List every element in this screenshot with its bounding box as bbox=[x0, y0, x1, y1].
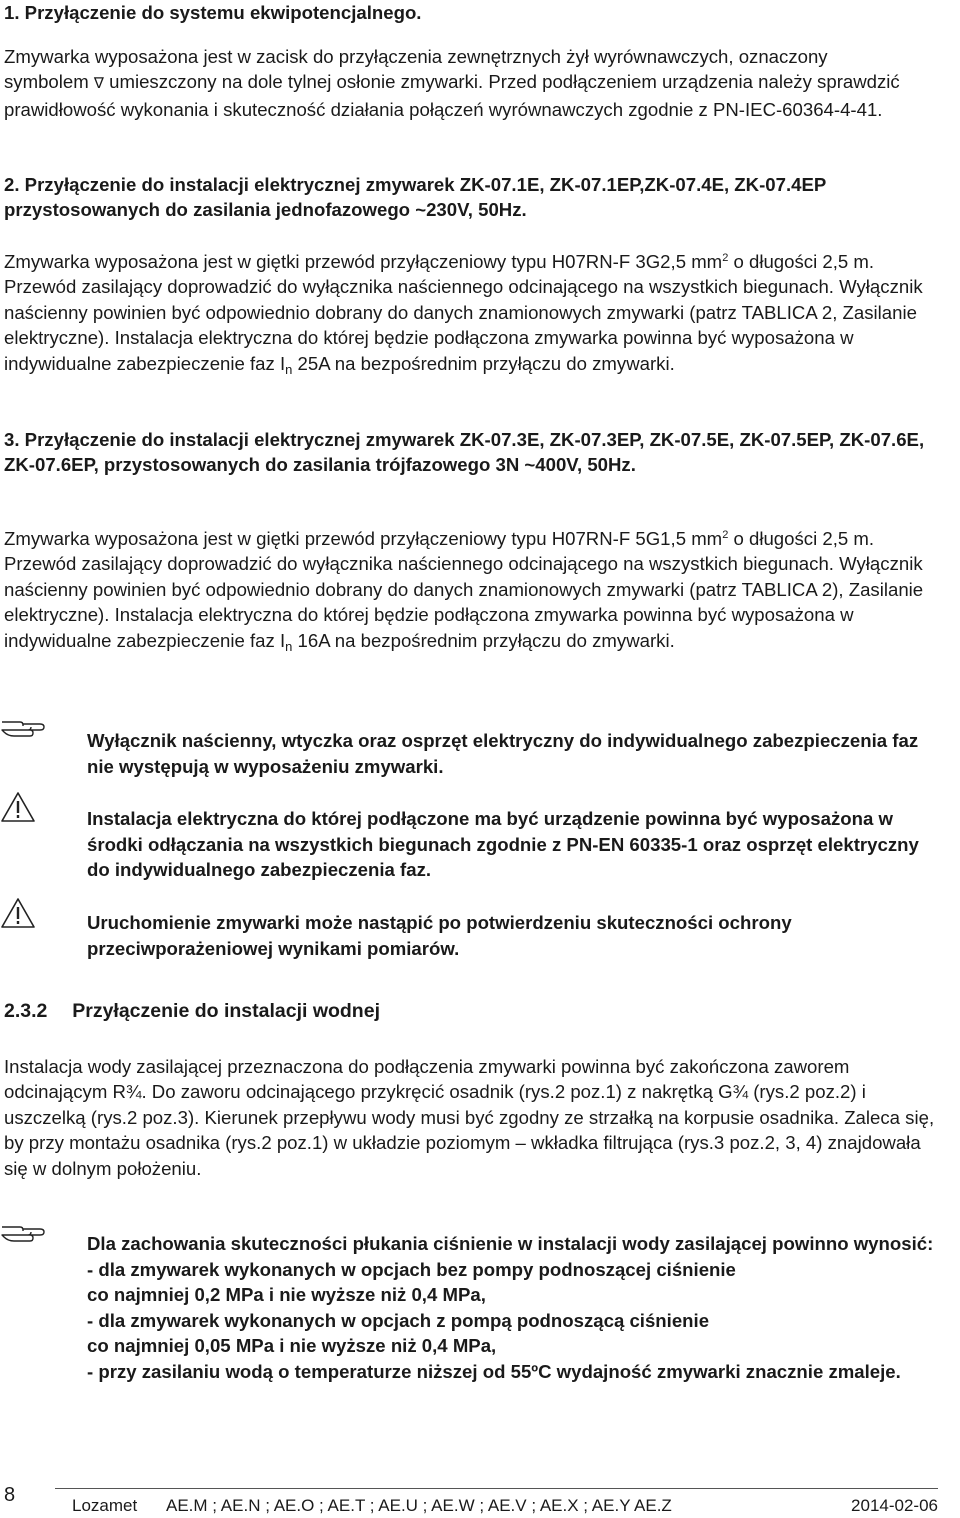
note-2: Instalacja elektryczna do której podłączone ma być urządzenie powinna być wyposażona w środki odłączania na wszystkich biegunach zgodnie z PN-EN 60335-1 oraz osprzęt elektryczny do indywidualnego zabezpieczenia faz. bbox=[87, 808, 919, 881]
footer-date: 2014-02-06 bbox=[851, 1496, 938, 1515]
footer-divider bbox=[55, 1488, 938, 1489]
section-2-text-c: 25A na bezpośrednim przyłączu do zmywarki. bbox=[292, 352, 675, 374]
footer-models: AE.M ; AE.N ; AE.O ; AE.T ; AE.U ; AE.W ; AE.V ; AE.X ; AE.Y AE.Z bbox=[166, 1496, 672, 1515]
superscript: 2 bbox=[722, 529, 729, 541]
footer-brand: Lozamet bbox=[72, 1496, 138, 1515]
section-number: 2.3.2 bbox=[4, 1000, 48, 1022]
note-3: Uruchomienie zmywarki może nastąpić po potwierdzeniu skuteczności ochrony przeciwporażeniowej wynikami pomiarów. bbox=[87, 912, 792, 959]
pressure-note bbox=[87, 1231, 958, 1385]
pressure-note-line: - przy zasilaniu wodą o temperaturze niższej od 55ºC wydajność zmywarki znacznie zmaleje. bbox=[87, 1360, 901, 1382]
section-title: Przyłączenie do instalacji wodnej bbox=[72, 1000, 380, 1022]
section-1-text-b: umieszczony na dole tylnej osłonie zmywarki. Przed podłączeniem urządzenia należy sprawdzić prawidłowość wykonania i skuteczność działania połączeń wyrównawczych zgodnie z PN-IEC-60364-4-41. bbox=[4, 71, 900, 120]
pressure-note-line: co najmniej 0,05 MPa i nie wyższe niż 0,4 MPa, bbox=[87, 1335, 497, 1357]
section-232-paragraph: Instalacja wody zasilającej przeznaczona do podłączenia zmywarki powinna być zakończona zaworem odcinającym R¾. Do zaworu odcinającego przykręcić osadnik (rys.2 poz.1) z nakrętką G¾ (rys.2 poz.2) i uszczelką (rys.2 poz.3). Kierunek przepływu wody musi być zgodny ze strzałką na korpusie osadnika. Zaleca się, by przy montażu osadnika (rys.2 poz.1) w układzie poziomym – wkładka filtrująca (rys.3 poz.2, 3, 4) znajdowała się w dolnym położeniu. bbox=[4, 1056, 935, 1179]
section-1-text-a: symbolem bbox=[4, 71, 94, 93]
section-1-paragraph bbox=[4, 44, 940, 122]
superscript: 2 bbox=[722, 252, 729, 264]
subscript: n bbox=[285, 638, 293, 654]
note-1: Wyłącznik naścienny, wtyczka oraz osprzęt elektryczny do indywidualnego zabezpieczenia faz nie występują w wyposażeniu zmywarki. bbox=[87, 730, 919, 777]
page-number: 8 bbox=[4, 1484, 16, 1506]
section-3-text-a: Zmywarka wyposażona jest w giętki przewód przyłączeniowy typu H07RN-F 5G1,5 mm bbox=[4, 528, 723, 549]
warning-triangle-icon bbox=[0, 897, 36, 934]
warning-triangle-icon bbox=[0, 791, 36, 828]
pointing-hand-icon bbox=[0, 1217, 50, 1248]
section-3-heading: 3. Przyłączenie do instalacji elektrycznej zmywarek ZK-07.3E, ZK-07.3EP, ZK-07.5E, ZK-07.5EP, ZK-07.6E, ZK-07.6EP, przystosowanych do zasilania trójfazowego 3N ~400V, 50Hz. bbox=[4, 429, 925, 476]
section-2-paragraph bbox=[4, 249, 940, 378]
pressure-note-line: co najmniej 0,2 MPa i nie wyższe niż 0,4 MPa, bbox=[87, 1284, 486, 1306]
section-1-text-line1: Zmywarka wyposażona jest w zacisk do przyłączenia zewnętrznych żył wyrównawczych, oznaczony bbox=[4, 46, 828, 67]
section-1-heading: 1. Przyłączenie do systemu ekwipotencjalnego. bbox=[4, 2, 422, 23]
section-2-heading: 2. Przyłączenie do instalacji elektrycznej zmywarek ZK-07.1E, ZK-07.1EP,ZK-07.4E, ZK-07.4EP przystosowanych do zasilania jednofazowego ~230V, 50Hz. bbox=[4, 174, 826, 221]
pressure-note-line: Dla zachowania skuteczności płukania ciśnienie w instalacji wody zasilającej powinno wynosić: bbox=[87, 1233, 934, 1254]
section-2-text-b: o długości 2,5 m. Przewód zasilający doprowadzić do wyłącznika naściennego odcinającego na wszystkich biegunach. Wyłącznik naścienny powinien być odpowiednio dobrany do danych znamionowych zmywarki (patrz TABLICA 2, Zasilanie elektryczne). Instalacja elektryczna do której będzie podłączona zmywarka powinna być wyposażona w indywidualne zabezpieczenie faz I bbox=[4, 251, 923, 374]
pointing-hand-icon bbox=[0, 712, 50, 743]
section-3-text-b: o długości 2,5 m. Przewód zasilający doprowadzić do wyłącznika naściennego odcinającego na wszystkich biegunach. Wyłącznik naścienny powinien być odpowiednio dobrany do danych znamionowych zmywarki (patrz TABLICA 2), Zasilanie elektryczne). Instalacja elektryczna do której będzie podłączona zmywarka powinna być wyposażona w indywidualne zabezpieczenie faz I bbox=[4, 528, 924, 651]
pressure-note-line: - dla zmywarek wykonanych w opcjach bez pompy podnoszącej ciśnienie bbox=[87, 1258, 736, 1280]
section-2-text-a: Zmywarka wyposażona jest w giętki przewód przyłączeniowy typu H07RN-F 3G2,5 mm bbox=[4, 251, 723, 272]
subscript: n bbox=[285, 361, 293, 377]
footer bbox=[0, 1490, 960, 1518]
equipotential-symbol: ∇ bbox=[93, 74, 104, 93]
section-3-paragraph bbox=[4, 526, 940, 655]
section-3-text-c: 16A na bezpośrednim przyłączu do zmywarki. bbox=[292, 629, 675, 651]
section-232-heading bbox=[4, 998, 380, 1024]
pressure-note-line: - dla zmywarek wykonanych w opcjach z pompą podnoszącą ciśnienie bbox=[87, 1309, 710, 1331]
